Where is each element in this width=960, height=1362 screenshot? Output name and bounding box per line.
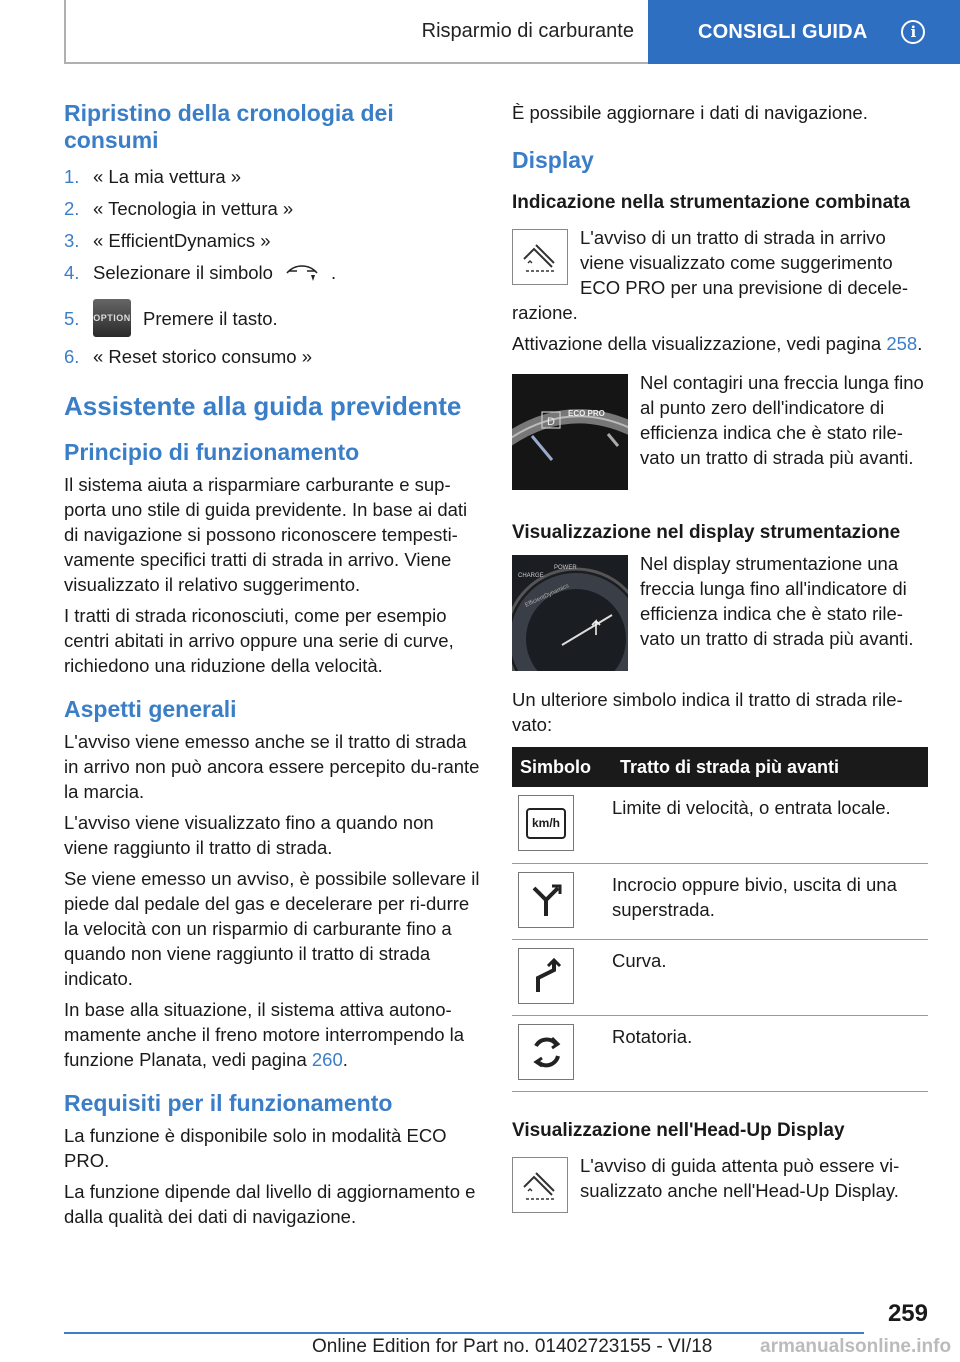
edition-text: Online Edition for Part no. 01402723155 - VI/18 bbox=[312, 1336, 713, 1357]
hud-block bbox=[512, 1153, 928, 1217]
instrument-paragraph: Nel display strumentazione una freccia lunga fino all'indicatore di efficienza indica che è stato rile-vato un tratto di strada più avanti. bbox=[640, 553, 914, 649]
eco-pro-label: ECO PRO bbox=[568, 409, 605, 418]
table-cell: Rotatoria. bbox=[612, 1015, 928, 1091]
tacho-block bbox=[512, 370, 928, 494]
watermark: armanualsonline.info bbox=[760, 1336, 952, 1357]
chapter-tab[interactable] bbox=[648, 0, 960, 64]
efficientdynamics-label: EfficientDynamics bbox=[524, 583, 570, 609]
table-cell: Curva. bbox=[612, 939, 928, 1015]
roundabout-icon bbox=[518, 1024, 574, 1080]
page-link-258[interactable]: 258 bbox=[886, 333, 918, 354]
option-button-icon: OPTION bbox=[93, 299, 131, 337]
instrument-block bbox=[512, 551, 928, 675]
table-row bbox=[512, 863, 928, 939]
reset-steps-list bbox=[64, 164, 480, 369]
table-cell: Incrocio oppure bivio, uscita di una superstrada. bbox=[612, 863, 928, 939]
list-item: 3. « EfficientDynamics » bbox=[64, 230, 271, 251]
tachometer-photo bbox=[512, 374, 628, 490]
junction-icon bbox=[518, 872, 574, 928]
foot-off-pedal-icon bbox=[512, 1157, 568, 1213]
instrument-display-heading: Visualizzazione nel display strumentazione bbox=[512, 522, 901, 543]
list-item: 2. « Tecnologia in vettura » bbox=[64, 198, 294, 219]
column-header-section: Tratto di strada più avanti bbox=[612, 747, 928, 787]
table-row bbox=[512, 939, 928, 1015]
nav-update-paragraph: È possibile aggiornare i dati di navigazione. bbox=[512, 102, 868, 123]
efficient-driving-icon bbox=[283, 263, 321, 283]
hud-heading: Visualizzazione nell'Head-Up Display bbox=[512, 1119, 845, 1141]
list-item: 4. Selezionare il simbolo . bbox=[64, 262, 337, 283]
combo-block bbox=[512, 225, 928, 325]
combo-paragraph-1: L'avviso di un tratto di strada in arrivo viene visualizzato come suggerimento ECO PRO per una previsione di decele-razione. bbox=[512, 227, 909, 323]
column-header-symbol: Simbolo bbox=[512, 747, 612, 787]
reset-history-heading: Ripristino della cronologia dei consumi bbox=[64, 100, 394, 153]
left-column bbox=[64, 100, 480, 1229]
tacho-paragraph: Nel contagiri una freccia lunga fino al punto zero dell'indicatore di efficienza indica che è stato rile-vato un tratto di strada più avanti. bbox=[640, 372, 924, 468]
road-section-table bbox=[512, 747, 928, 1092]
footer-divider bbox=[64, 1332, 864, 1334]
display-heading: Display bbox=[512, 147, 594, 173]
further-symbol-paragraph: Un ulteriore simbolo indica il tratto di strada rile-vato: bbox=[512, 689, 903, 735]
principle-paragraph-1: Il sistema aiuta a risparmiare carburante e sup-porta uno stile di guida previdente. In base ai dati di navigazione si possono riconoscere tempesti-vamente specifici tratti di strada in arrivo. Viene visualizzato il relativo suggerimento. bbox=[64, 474, 468, 595]
charge-label: CHARGE bbox=[518, 573, 544, 579]
principle-paragraph-2: I tratti di strada riconosciuti, come per esempio centri abitati in arrivo oppure una serie di curve, richiedono una riduzione della velocità. bbox=[64, 605, 454, 676]
section-title: Risparmio di carburante bbox=[64, 0, 648, 64]
right-column bbox=[512, 100, 928, 1217]
assistant-heading: Assistente alla guida previdente bbox=[64, 391, 462, 421]
table-cell: Limite di velocità, o entrata locale. bbox=[612, 787, 928, 863]
list-item: 5. OPTION Premere il tasto. bbox=[64, 299, 480, 337]
hud-paragraph: L'avviso di guida attenta può essere vi-sualizzato anche nell'Head-Up Display. bbox=[580, 1154, 900, 1201]
general-paragraph-3: Se viene emesso un avviso, è possibile sollevare il piede dal pedale del gas e decelerare per ri-durre la velocità con un risparmio di carburante fino a quando non viene raggiunto il tratto di strada indicato. bbox=[64, 868, 480, 989]
curve-icon bbox=[518, 948, 574, 1004]
combo-paragraph-2: Attivazione della visualizzazione, vedi pagina 258. bbox=[512, 333, 923, 354]
general-paragraph-1: L'avviso viene emesso anche se il tratto di strada in arrivo non può ancora essere percepito du-rante la marcia. bbox=[64, 731, 480, 802]
general-heading: Aspetti generali bbox=[64, 696, 237, 722]
combo-heading: Indicazione nella strumentazione combinata bbox=[512, 192, 911, 213]
requirements-paragraph-1: La funzione è disponibile solo in modalità ECO PRO. bbox=[64, 1125, 447, 1171]
table-row bbox=[512, 1015, 928, 1091]
general-paragraph-4: In base alla situazione, il sistema attiva autono-mamente anche il freno motore interrompendo la funzione Planata, vedi pagina 260. bbox=[64, 999, 465, 1070]
list-item: 6. « Reset storico consumo » bbox=[64, 346, 313, 367]
requirements-heading: Requisiti per il funzionamento bbox=[64, 1090, 393, 1116]
requirements-paragraph-2: La funzione dipende dal livello di aggiornamento e dalla qualità dei dati di navigazione. bbox=[64, 1181, 476, 1227]
principle-heading: Principio di funzionamento bbox=[64, 439, 360, 465]
instrument-display-photo bbox=[512, 555, 628, 671]
gear-label: D bbox=[547, 416, 555, 428]
page-header bbox=[64, 0, 960, 64]
table-row bbox=[512, 787, 928, 863]
power-label: POWER bbox=[554, 565, 577, 571]
table-header-row bbox=[512, 747, 928, 787]
list-item: 1. « La mia vettura » bbox=[64, 166, 242, 187]
foot-off-pedal-icon bbox=[512, 229, 568, 285]
speed-limit-icon: km/h bbox=[518, 795, 574, 851]
chapter-title: CONSIGLI GUIDA bbox=[698, 20, 868, 43]
page-number: 259 bbox=[887, 1300, 928, 1327]
general-paragraph-2: L'avviso viene visualizzato fino a quando non viene raggiunto il tratto di strada. bbox=[64, 812, 434, 858]
info-icon: i bbox=[901, 20, 925, 44]
page-link-260[interactable]: 260 bbox=[311, 1049, 343, 1070]
